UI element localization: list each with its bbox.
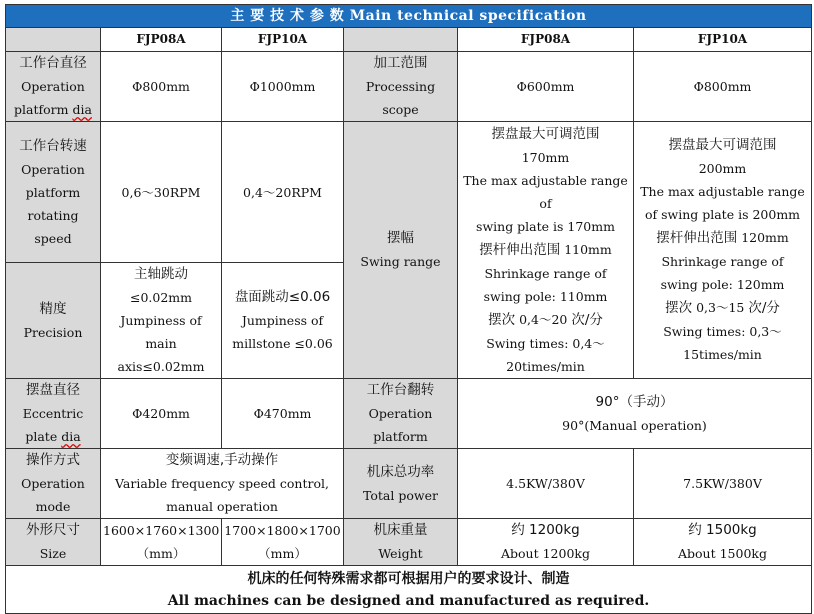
label-en: Operation <box>368 406 433 421</box>
label-weight <box>344 519 458 566</box>
precision-line: Jumpiness of <box>120 313 202 328</box>
swing-line: swing pole: 110mm <box>483 288 608 304</box>
swing-line: 200mm <box>698 161 747 176</box>
swing-line: swing plate is 170mm <box>476 218 615 234</box>
value-processing-scope-c: Φ600mm <box>458 52 634 122</box>
value-platform-flip <box>458 379 812 449</box>
swing-line <box>636 296 809 320</box>
size-line: 1700×1800×1700 <box>224 523 341 538</box>
value-eccentric-dia-a: Φ420mm <box>101 379 222 449</box>
header-blank-right <box>344 28 458 52</box>
label-platform-flip <box>344 379 458 449</box>
label-platform-dia <box>6 52 101 122</box>
label-cn: 外形尺寸 <box>26 522 80 538</box>
label-operation-mode <box>6 449 101 519</box>
swing-line: 15times/min <box>683 347 762 362</box>
value-precision-b <box>222 263 344 379</box>
label-en: Eccentric <box>22 406 84 421</box>
precision-line: 主轴跳动 <box>134 266 188 282</box>
label-en <box>8 425 98 448</box>
label-en <box>8 98 98 121</box>
value-size-b <box>222 519 344 566</box>
label-cn: 加工范围 <box>373 55 428 71</box>
swing-line: Swing times: 0,4～ <box>486 335 605 351</box>
label-cn: 机床总功率 <box>366 463 435 480</box>
swing-line: Shrinkage range of <box>661 254 784 269</box>
value-platform-dia-a: Φ800mm <box>101 52 222 122</box>
row-operation-mode <box>6 449 812 519</box>
footer-row <box>6 566 812 614</box>
swing-text: 摆杆伸出范围 <box>479 241 561 258</box>
label-cn: 工作台转速 <box>19 137 87 154</box>
mode-line: Variable frequency speed control, <box>115 476 329 491</box>
label-en: Swing range <box>360 254 441 269</box>
label-en: Processing scope <box>365 79 436 117</box>
size-line: （mm） <box>258 546 307 561</box>
label-cn: 机床重量 <box>373 522 428 538</box>
size-line: （mm） <box>136 546 186 561</box>
row-size-weight <box>6 519 812 566</box>
value-rotating-speed-a: 0,6～30RPM <box>101 122 222 263</box>
value-weight-d <box>634 519 812 566</box>
swing-line: 摆盘最大可调范围 <box>491 125 600 142</box>
swing-line: 20times/min <box>506 358 585 374</box>
swing-line: of swing plate is 200mm <box>644 207 801 222</box>
footer-en: All machines can be designed and manufactured as required. <box>167 592 650 609</box>
swing-line <box>636 226 809 250</box>
label-processing-scope <box>344 52 458 122</box>
swing-line: Shrinkage range of <box>484 265 607 281</box>
header-row <box>6 28 812 52</box>
weight-line: 约 1500kg <box>688 522 757 538</box>
header-model-c: FJP08A <box>458 28 634 52</box>
value-eccentric-dia-b: Φ470mm <box>222 379 344 449</box>
weight-line: About 1500kg <box>678 546 767 561</box>
header-model-a: FJP08A <box>101 28 222 52</box>
swing-line <box>460 238 631 262</box>
precision-line: Jumpiness of <box>241 313 324 328</box>
row-rotating-speed <box>6 122 812 263</box>
label-en: rotating <box>27 207 79 223</box>
label-en: speed <box>34 230 72 246</box>
swing-line: swing pole: 120mm <box>660 277 785 292</box>
swing-text: 次/分 <box>748 300 780 316</box>
value-processing-scope-d: Φ800mm <box>634 52 812 122</box>
label-cn: 摆幅 <box>387 230 414 246</box>
value-platform-dia-b: Φ1000mm <box>222 52 344 122</box>
label-cn: 精度 <box>39 300 67 317</box>
label-en: Precision <box>23 324 83 340</box>
spec-table <box>5 4 812 614</box>
label-precision <box>6 263 101 379</box>
swing-text: 120mm <box>737 230 789 245</box>
label-en-word: dia <box>72 102 92 117</box>
flip-line: 90°（手动） <box>595 393 674 410</box>
value-operation-mode <box>101 449 344 519</box>
mode-line: 变频调速,手动操作 <box>165 452 279 468</box>
value-precision-a <box>101 263 222 379</box>
label-en-word: platform <box>14 102 69 117</box>
swing-line: 摆盘最大可调范围 <box>668 137 777 153</box>
precision-line: main <box>145 336 177 351</box>
swing-text: 摆次 <box>665 300 693 316</box>
label-en: Operation <box>21 79 85 94</box>
swing-text: 0,3～15 <box>692 300 749 315</box>
swing-text: 摆杆伸出范围 <box>656 230 738 246</box>
label-en: Operation <box>21 161 85 177</box>
precision-line: millstone ≤0.06 <box>232 336 333 351</box>
label-en: Total power <box>363 487 438 503</box>
label-eccentric-dia <box>6 379 101 449</box>
swing-text: 0,4～20 <box>515 311 572 327</box>
swing-line: Swing times: 0,3～ <box>663 324 782 339</box>
value-weight-c <box>458 519 634 566</box>
spec-sheet <box>5 4 811 614</box>
label-en: Weight <box>378 546 423 561</box>
weight-line: 约 1200kg <box>511 522 580 538</box>
value-swing-range-c <box>458 122 634 379</box>
footer-cn: 机床的任何特殊需求都可根据用户的要求设计、制造 <box>247 570 570 587</box>
label-total-power <box>344 449 458 519</box>
footer-note <box>6 566 812 614</box>
value-total-power-c: 4.5KW/380V <box>458 449 634 519</box>
table-title: 主 要 技 术 参 数 Main technical specification <box>6 5 812 28</box>
weight-line: About 1200kg <box>501 546 590 561</box>
value-total-power-d: 7.5KW/380V <box>634 449 812 519</box>
label-cn: 摆盘直径 <box>26 382 80 398</box>
header-model-d: FJP10A <box>634 28 812 52</box>
swing-text: 摆次 <box>488 311 516 328</box>
header-blank-left <box>6 28 101 52</box>
mode-line: manual operation <box>166 499 278 514</box>
precision-line: ≤0.02mm <box>129 290 192 305</box>
swing-line <box>460 308 631 332</box>
size-line: 1600×1760×1300 <box>103 523 220 538</box>
row-platform-dia <box>6 52 812 122</box>
value-swing-range-d <box>634 122 812 379</box>
title-row <box>6 5 812 28</box>
label-en: platform <box>25 184 81 200</box>
label-rotating-speed <box>6 122 101 263</box>
label-swing-range <box>344 122 458 379</box>
value-rotating-speed-b: 0,4～20RPM <box>222 122 344 263</box>
value-size-a <box>101 519 222 566</box>
label-cn: 工作台翻转 <box>366 382 435 398</box>
label-cn: 操作方式 <box>26 452 80 468</box>
label-en-word: plate <box>25 429 58 444</box>
swing-line: 170mm <box>521 149 570 165</box>
label-cn: 工作台直径 <box>19 55 87 71</box>
swing-line: The max adjustable range of <box>463 172 628 211</box>
label-en: Size <box>39 546 67 561</box>
label-en: mode <box>35 499 71 514</box>
flip-line: 90°(Manual operation) <box>562 417 707 433</box>
label-size <box>6 519 101 566</box>
label-en-word: dia <box>61 429 81 444</box>
label-en: platform <box>373 429 428 444</box>
swing-text: 次/分 <box>571 311 603 328</box>
header-model-b: FJP10A <box>222 28 344 52</box>
precision-line: 盘面跳动≤0.06 <box>234 289 331 305</box>
swing-text: 110mm <box>560 241 612 257</box>
swing-line: The max adjustable range <box>640 184 805 199</box>
row-eccentric-dia <box>6 379 812 449</box>
label-en: Operation <box>21 476 85 491</box>
precision-line: axis≤0.02mm <box>117 359 205 374</box>
